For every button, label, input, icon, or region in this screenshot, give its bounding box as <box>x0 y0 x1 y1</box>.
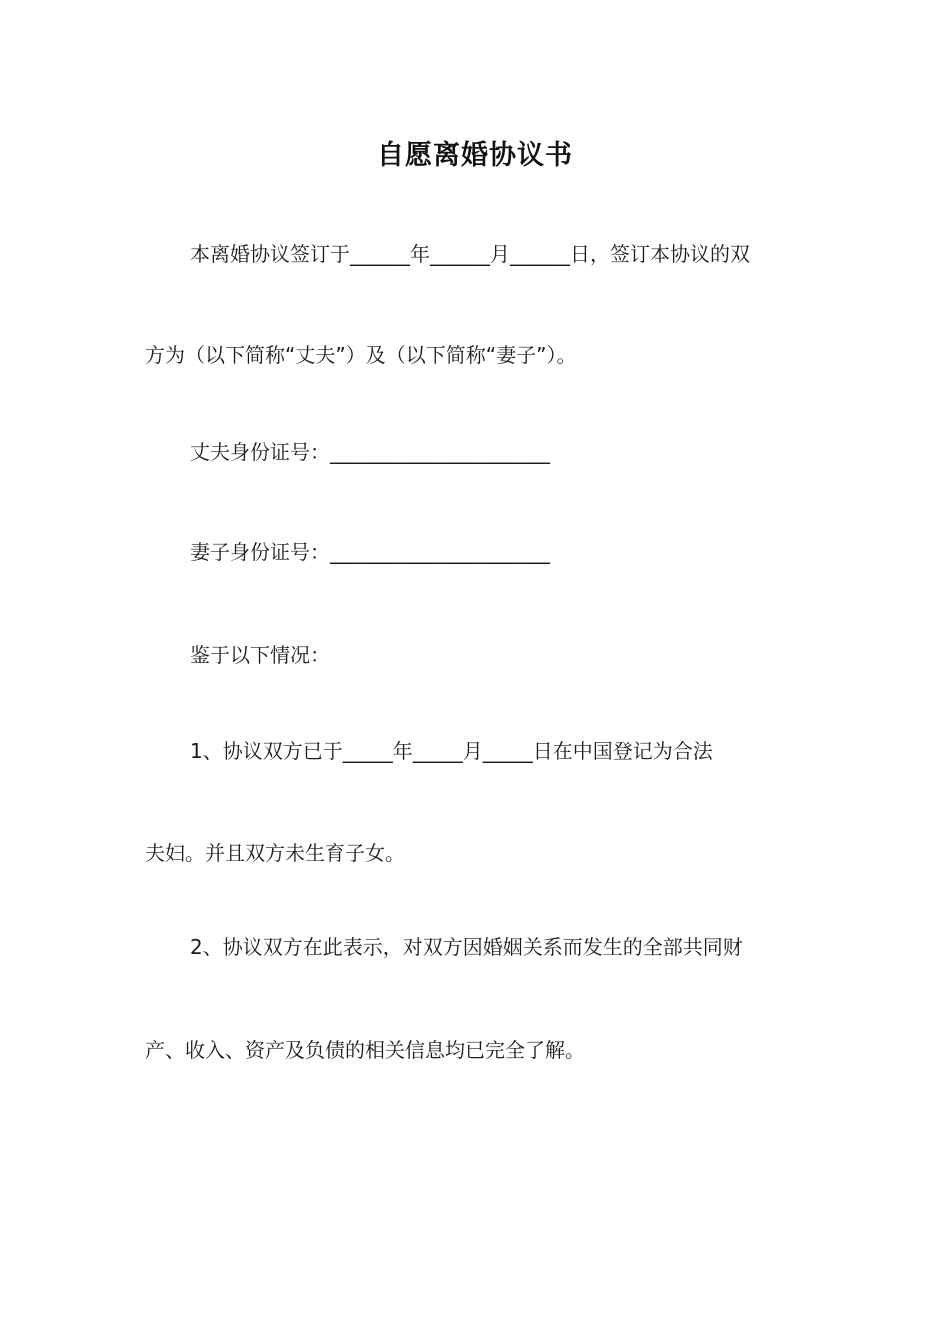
paragraph-line: 夫妇。并且双方未生育子女。 <box>145 841 405 865</box>
paragraph-line: 鉴于以下情况： <box>190 643 330 667</box>
document-title: 自愿离婚协议书 <box>377 140 573 171</box>
wife-id-line: 妻子身份证号：______________________ <box>190 540 550 564</box>
paragraph-line: 1、协议双方已于_____年_____月_____日在中国登记为合法 <box>190 739 713 763</box>
paragraph-line: 方为（以下简称“丈夫”）及（以下简称“妻子”）。 <box>145 343 577 367</box>
paragraph-line: 2、协议双方在此表示，对双方因婚姻关系而发生的全部共同财 <box>190 935 743 959</box>
paragraph-line: 产、收入、资产及负债的相关信息均已完全了解。 <box>145 1038 585 1062</box>
husband-id-line: 丈夫身份证号：______________________ <box>190 440 550 464</box>
paragraph-line: 本离婚协议签订于______年______月______日，签订本协议的双 <box>190 242 750 266</box>
